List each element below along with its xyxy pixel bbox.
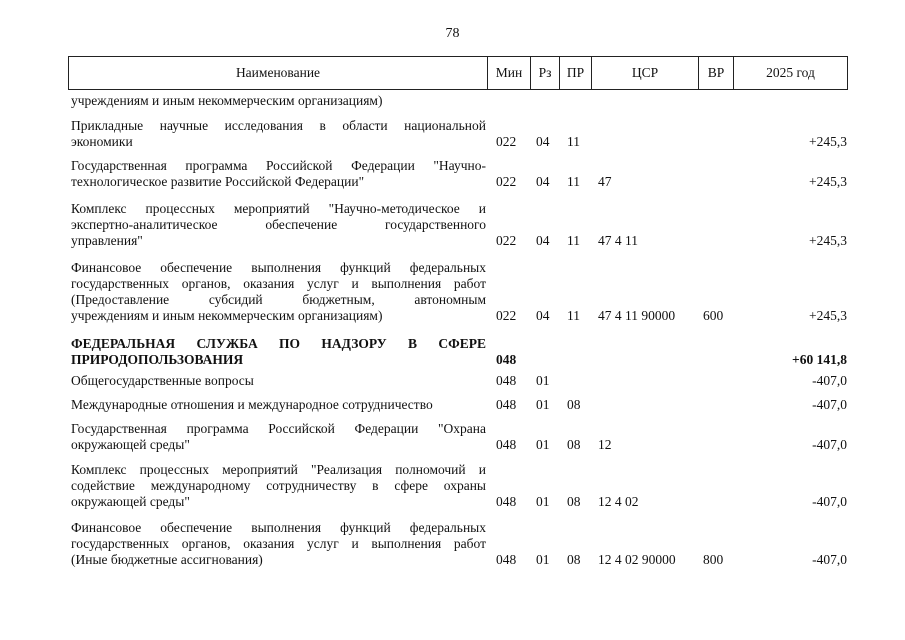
cell-min: 048 — [496, 552, 517, 567]
cell-pr: 11 — [567, 174, 580, 189]
row-name — [71, 397, 486, 413]
cell-rz: 01 — [536, 437, 550, 452]
row-name-line: ФЕДЕРАЛЬНАЯ СЛУЖБА ПО НАДЗОРУ В СФЕРЕ — [71, 336, 486, 351]
row-name — [71, 260, 486, 324]
col-pr-header: ПР — [566, 65, 585, 80]
cell-rz: 01 — [536, 373, 550, 388]
row-name-line: Комплекс процессных мероприятий "Научно-методическое и — [71, 201, 486, 216]
cell-min: 022 — [496, 308, 517, 323]
cell-amount: +60 141,8 — [792, 352, 847, 367]
row-name-line: (Предоставление субсидий бюджетным, автономным — [71, 292, 486, 307]
row-name — [71, 336, 486, 368]
row-name-line: учреждениям и иным некоммерческим организациям) — [71, 93, 383, 108]
cell-min: 048 — [496, 437, 517, 452]
cell-pr: 08 — [567, 437, 581, 452]
cell-amount: -407,0 — [812, 373, 847, 388]
row-name-line: (Иные бюджетные ассигнования) — [71, 552, 263, 567]
cell-amount: -407,0 — [812, 494, 847, 509]
cell-rz: 01 — [536, 397, 550, 412]
cell-amount: -407,0 — [812, 437, 847, 452]
row-name-line: управления" — [71, 233, 143, 248]
col-year-header: 2025 год — [766, 65, 815, 80]
row-name — [71, 201, 486, 249]
cell-vr: 800 — [703, 552, 724, 567]
cell-min: 048 — [496, 397, 517, 412]
cell-csr: 12 — [598, 437, 612, 452]
row-name — [71, 93, 486, 109]
cell-csr: 12 4 02 — [598, 494, 639, 509]
cell-csr: 47 4 11 90000 — [598, 308, 676, 323]
cell-pr: 08 — [567, 397, 581, 412]
row-name-line: Комплекс процессных мероприятий "Реализация полномочий и — [71, 462, 486, 477]
row-name-line: Международные отношения и международное сотрудничество — [71, 397, 433, 412]
row-name-line: экономики — [71, 134, 133, 149]
col-min-header: Мин — [495, 65, 523, 80]
cell-pr: 11 — [567, 308, 580, 323]
cell-min: 048 — [496, 352, 517, 367]
table-header — [68, 56, 848, 90]
cell-rz: 01 — [536, 552, 550, 567]
cell-amount: -407,0 — [812, 552, 847, 567]
row-name-line: окружающей среды" — [71, 494, 190, 509]
cell-rz: 01 — [536, 494, 550, 509]
cell-min: 022 — [496, 233, 517, 248]
row-name-line: экспертно-аналитическое обеспечение государственного — [71, 217, 486, 232]
col-vr-header: ВР — [707, 65, 725, 80]
cell-pr: 11 — [567, 134, 580, 149]
row-name-line: Финансовое обеспечение выполнения функций федеральных — [71, 520, 486, 535]
cell-csr: 12 4 02 90000 — [598, 552, 676, 567]
row-name — [71, 158, 486, 190]
cell-amount: +245,3 — [809, 174, 847, 189]
row-name-line: государственных органов, оказания услуг и выполнения работ — [71, 536, 486, 551]
row-name-line: Общегосударственные вопросы — [71, 373, 254, 388]
cell-amount: -407,0 — [812, 397, 847, 412]
cell-min: 048 — [496, 373, 517, 388]
cell-pr: 08 — [567, 552, 581, 567]
row-name-line: государственных органов, оказания услуг и выполнения работ — [71, 276, 486, 291]
cell-rz: 04 — [536, 134, 550, 149]
cell-min: 022 — [496, 134, 517, 149]
row-name-line: технологическое развитие Российской Федерации" — [71, 174, 365, 189]
row-name-line: ПРИРОДОПОЛЬЗОВАНИЯ — [71, 352, 244, 367]
cell-rz: 04 — [536, 233, 550, 248]
cell-amount: +245,3 — [809, 308, 847, 323]
row-name-line: содействие международному сотрудничеству в сфере охраны — [71, 478, 486, 493]
row-name — [71, 421, 486, 453]
cell-pr: 11 — [567, 233, 580, 248]
cell-amount: +245,3 — [809, 233, 847, 248]
row-name — [71, 118, 486, 150]
cell-rz: 04 — [536, 174, 550, 189]
row-name — [71, 373, 486, 389]
row-name-line: Государственная программа Российской Федерации "Охрана — [71, 421, 486, 436]
cell-csr: 47 — [598, 174, 612, 189]
cell-rz: 04 — [536, 308, 550, 323]
cell-min: 022 — [496, 174, 517, 189]
row-name-line: Финансовое обеспечение выполнения функций федеральных — [71, 260, 486, 275]
cell-vr: 600 — [703, 308, 724, 323]
cell-amount: +245,3 — [809, 134, 847, 149]
cell-csr: 47 4 11 — [598, 233, 638, 248]
page-number: 78 — [445, 26, 460, 41]
row-name-line: окружающей среды" — [71, 437, 190, 452]
col-csr-header: ЦСР — [631, 65, 659, 80]
row-name — [71, 462, 486, 510]
cell-min: 048 — [496, 494, 517, 509]
row-name-line: Прикладные научные исследования в области национальной — [71, 118, 486, 133]
row-name — [71, 520, 486, 568]
row-name-line: Государственная программа Российской Федерации "Научно- — [71, 158, 486, 173]
col-name-header: Наименование — [235, 65, 321, 80]
row-name-line: учреждениям и иным некоммерческим организациям) — [71, 308, 383, 323]
cell-pr: 08 — [567, 494, 581, 509]
col-rz-header: Рз — [538, 65, 552, 80]
